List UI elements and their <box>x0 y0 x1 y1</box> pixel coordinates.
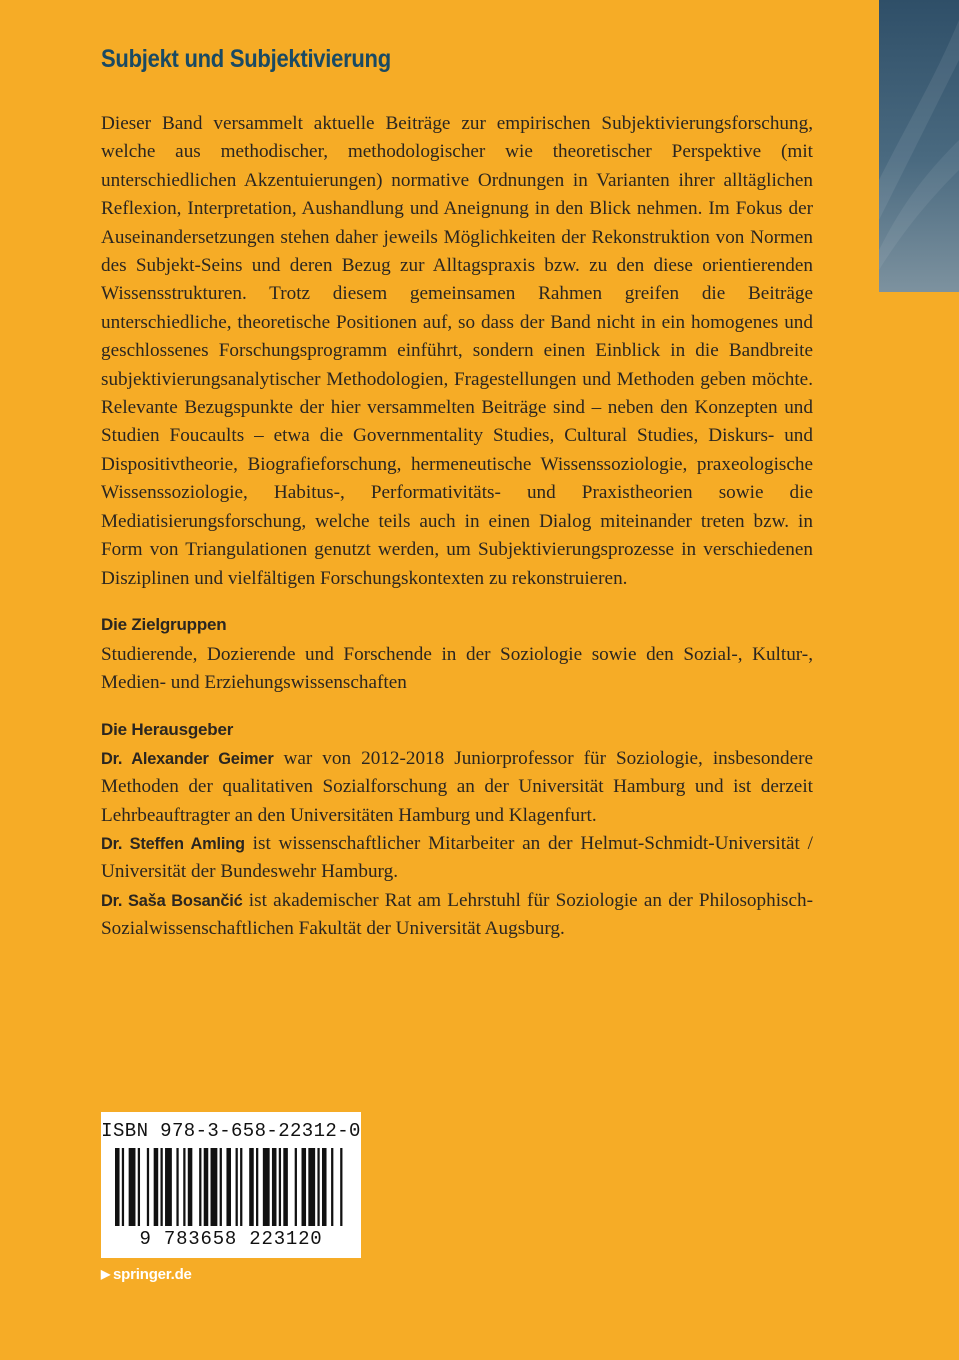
target-group-text: Studierende, Dozierende und Forschende in der Soziologie sowie den Sozial-, Kultur-, Medien- und Erziehungswissenschaften <box>101 643 813 694</box>
publisher-url: springer.de <box>113 1266 192 1283</box>
barcode-bar <box>165 1148 172 1226</box>
editor-name: Dr. Alexander Geimer <box>101 749 274 768</box>
barcode-bar <box>236 1148 238 1226</box>
barcode-bar <box>240 1148 242 1226</box>
editor-name: Dr. Steffen Amling <box>101 834 245 853</box>
barcode-bar <box>263 1148 270 1226</box>
barcode-bar <box>272 1148 277 1226</box>
barcode-bar <box>340 1148 342 1226</box>
barcode-bars <box>115 1148 347 1226</box>
book-title: Subjekt und Subjektivierung <box>101 45 391 73</box>
editor-entry <box>101 830 813 887</box>
editor-bio: war von 2012-2018 Juniorprofessor für Soziologie, insbesondere Methoden der qualitativen Sozialforschung an der Universität Hamburg und ist derzeit Lehrbeauftragter an den Universitäten Hamburg und Klagenfurt. <box>101 747 814 826</box>
barcode-bar <box>283 1148 288 1226</box>
publisher-link[interactable] <box>101 1266 192 1283</box>
target-group-heading: Die Zielgruppen <box>101 614 227 634</box>
barcode-bar <box>188 1148 193 1226</box>
barcode-bar <box>295 1148 297 1226</box>
barcode-bar <box>279 1148 281 1226</box>
isbn-label: ISBN 978-3-658-22312-0 <box>101 1120 361 1142</box>
barcode-bar <box>199 1148 201 1226</box>
editors-heading: Die Herausgeber <box>101 719 234 739</box>
barcode-bar <box>183 1148 185 1226</box>
ean-digits: 9 783658 223120 <box>139 1228 323 1250</box>
barcode-bar <box>317 1148 319 1226</box>
isbn-barcode <box>101 1112 361 1258</box>
barcode-bar <box>220 1148 222 1226</box>
barcode-bar <box>249 1148 254 1226</box>
barcode-bar <box>147 1148 149 1226</box>
barcode-bar <box>176 1148 178 1226</box>
barcode-bar <box>256 1148 258 1226</box>
barcode-bar <box>129 1148 136 1226</box>
editor-bio: ist akademischer Rat am Lehrstuhl für Soziologie an der Philosophisch-Sozialwissenschaftlichen Fakultät der Universität Augsburg. <box>101 889 814 940</box>
barcode-bar <box>226 1148 231 1226</box>
barcode-bar <box>308 1148 315 1226</box>
editor-entry <box>101 745 813 830</box>
barcode-bar <box>160 1148 162 1226</box>
arrow-right-icon: ▶ <box>101 1267 111 1281</box>
barcode-bar <box>211 1148 218 1226</box>
barcode-bar <box>138 1148 140 1226</box>
barcode-bar <box>331 1148 333 1226</box>
editor-entry <box>101 887 813 944</box>
description-paragraph: Dieser Band versammelt aktuelle Beiträge zur empirischen Subjektivierungsforschung, welche aus methodischer, methodologischer wie theoretischer Perspektive (mit unterschiedlichen Akzentuierungen) normative Ordnungen in Varianten ihrer alltäglichen Reflexion, Interpretation, Aushandlung und Aneignung in den Blick nehmen. Im Fokus der Auseinandersetzungen stehen daher jeweils Möglichkeiten der Rekonstruktion von Normen des Subjekt-Seins und deren Bezug zur Alltagspraxis bzw. zu den diese orientierenden Wissensstrukturen. Trotz diesem gemeinsamen Rahmen greifen die Beiträge unterschiedliche, theoretische Positionen auf, so dass der Band nicht in ein homogenes und geschlossenes Forschungsprogramm einführt, sondern einen Einblick in die Bandbreite subjektivierungsanalytischer Methodologien, Fragestellungen und Methoden geben möchte. Relevante Bezugspunkte der hier versammelten Beiträge sind – neben den Konzepten und Studien Foucaults – etwa die Governmentality Studies, Cultural Studies, Diskurs- und Dispositivtheorie, Biografieforschung, hermeneutische Wissenssoziologie, praxeologische Wissenssoziologie, Habitus-, Performativitäts- und Praxistheorien sowie die Mediatisierungsforschung, welche teils auch in einen Dialog miteinander treten bzw. in Form von Triangulationen genutzt werden, um Subjektivierungsprozesse in verschiedenen Disziplinen und vielfältigen Forschungskontexten zu rekonstruieren. <box>101 113 813 589</box>
barcode-bar <box>122 1148 124 1226</box>
barcode-bar <box>115 1148 120 1226</box>
barcode-bar <box>204 1148 209 1226</box>
barcode-bar <box>322 1148 327 1226</box>
back-cover-text <box>101 110 813 944</box>
barcode-bar <box>154 1148 159 1226</box>
cover-decoration-strip <box>879 0 959 292</box>
editor-name: Dr. Saša Bosančić <box>101 891 243 910</box>
barcode-bar <box>302 1148 307 1226</box>
editor-bio: ist wissenschaftlicher Mitarbeiter an der Helmut-Schmidt-Universität / Universität der Bundeswehr Hamburg. <box>101 832 814 883</box>
